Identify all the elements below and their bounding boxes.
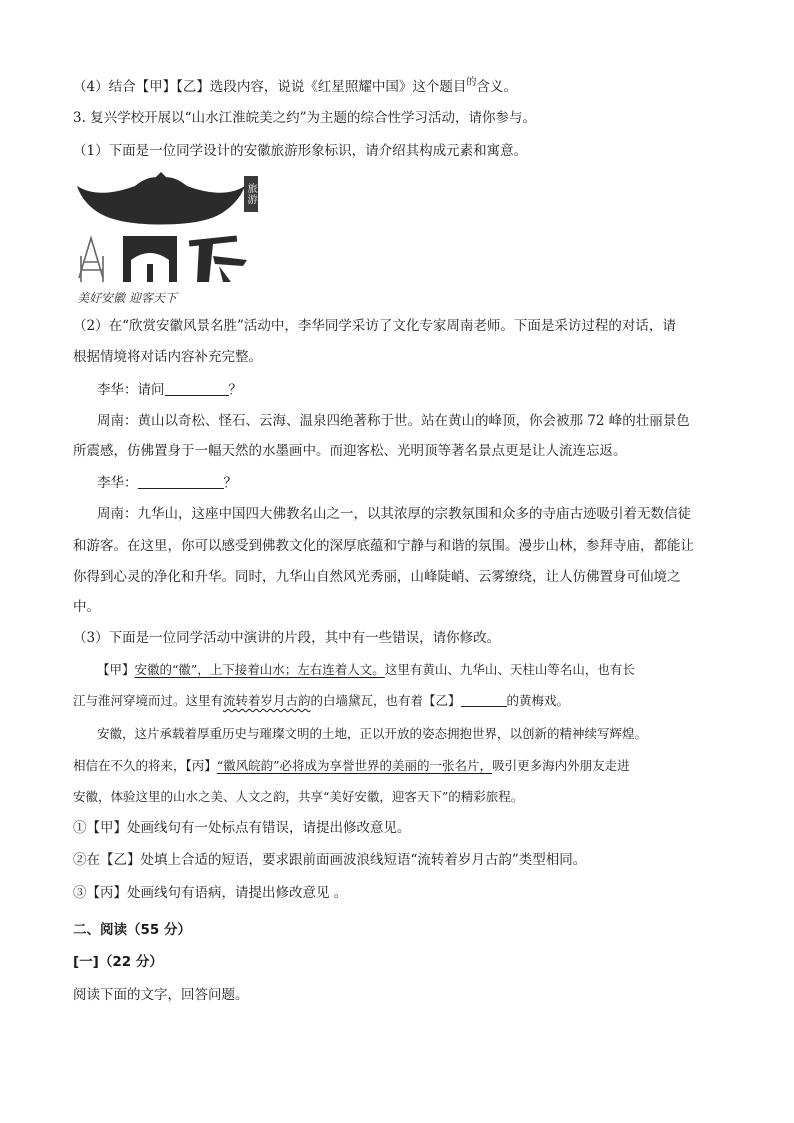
calligraphy-stroke [189, 236, 247, 282]
section-title: 二、阅读（55 分） [73, 922, 191, 938]
dialog-lihua-1: 李华：请问 ？ [97, 382, 242, 398]
anhui-tourism-logo [73, 172, 255, 308]
part-3-prompt: （3）下面是一位同学活动中演讲的片段，其中有一些错误，请你修改。 [73, 630, 501, 646]
gate-pillar [147, 264, 153, 282]
sub-question-2: ②在【乙】处填上合适的短语，要求跟前面画波浪线短语“流转着岁月古韵”类型相同。 [73, 852, 587, 868]
sub-question-3: ③【丙】处画线句有语病，请提出修改意见 。 [73, 885, 348, 901]
part-2-prompt-2: 根据情境将对话内容补充完整。 [73, 349, 262, 365]
travel-stamp: 旅游 [244, 176, 258, 212]
part-2-prompt-1: （2）在“欣赏安徽风景名胜”活动中，李华同学采访了文化专家周南老师。下面是采访过程的对话，请 [73, 318, 676, 334]
dialog-zhounan-1a: 周南：黄山以奇松、怪石、云海、温泉四绝著称于世。站在黄山的峰顶，你会被那 72 峰的壮丽景色 [97, 413, 690, 429]
section-part: [一]（22 分） [73, 954, 163, 970]
dialog-zhounan-2c: 你得到心灵的净化和升华。同时，九华山自然风光秀丽，山峰陡峭、云雾缭绕，让人仿佛置身可仙境之 [73, 569, 681, 585]
dialog-lihua-2: 李华： ？ [97, 475, 237, 491]
roof-tip [155, 172, 167, 178]
part-1-prompt: （1）下面是一位同学设计的安徽旅游形象标识，请介绍其构成元素和寓意。 [73, 143, 528, 159]
question-3-intro: 3. 复兴学校开展以“山水江淮皖美之约”为主题的综合性学习活动，请你参与。 [73, 110, 536, 126]
speech-line-5: 安徽，体验这里的山水之美、人文之韵，共享“美好安徽，迎客天下”的精彩旅程。 [73, 789, 524, 804]
speech-line-3: 安徽，这片承载着厚重历史与璀璨文明的土地，正以开放的姿态拥抱世界，以创新的精神续写辉煌。 [97, 726, 648, 741]
answer-blank-yi[interactable] [461, 692, 507, 707]
dialog-zhounan-2a: 周南：九华山，这座中国四大佛教名山之一，以其浓厚的宗教氛围和众多的寺庙古迹吸引着无数信徒 [97, 506, 691, 522]
roof-shape [77, 177, 245, 224]
speech-line-2: 江与淮河穿境而过。这里有流转着岁月古韵的白墙黛瓦，也有着【乙】 的黄梅戏。 [73, 693, 570, 708]
answer-blank-2[interactable] [138, 474, 224, 489]
sub-question-1: ①【甲】处画线句有一处标点有错误，请提出修改意见。 [73, 820, 411, 836]
dialog-zhounan-1b: 所震感，仿佛置身于一幅天然的水墨画中。而迎客松、光明顶等著名景点更是让人流连忘返。 [73, 443, 627, 459]
dialog-zhounan-2b: 和游客。在这里，你可以感受到佛教文化的深厚底蕴和宁静与和谐的氛围。漫步山林，参拜寺庙，都能让 [73, 538, 694, 554]
speech-line-1: 【甲】安徽的“徽”，上下接着山水；左右连着人文。这里有黄山、九华山、天柱山等名山，也有长 [97, 662, 635, 677]
speech-line-4: 相信在不久的将来，【丙】“徽风皖韵”必将成为享誉世界的美丽的一张名片，吸引更多海内外朋友走进 [73, 758, 630, 773]
answer-blank-1[interactable] [165, 381, 229, 396]
question-4: （4）结合【甲】【乙】选段内容，说说《红星照耀中国》这个题目$^的$含义。 [73, 77, 517, 95]
dialog-zhounan-2d: 中。 [73, 599, 100, 615]
logo-slogan: 美好安徽 迎客天下 [77, 291, 177, 305]
letters-ah [79, 238, 103, 282]
section-instruction: 阅读下面的文字，回答问题。 [73, 987, 249, 1003]
